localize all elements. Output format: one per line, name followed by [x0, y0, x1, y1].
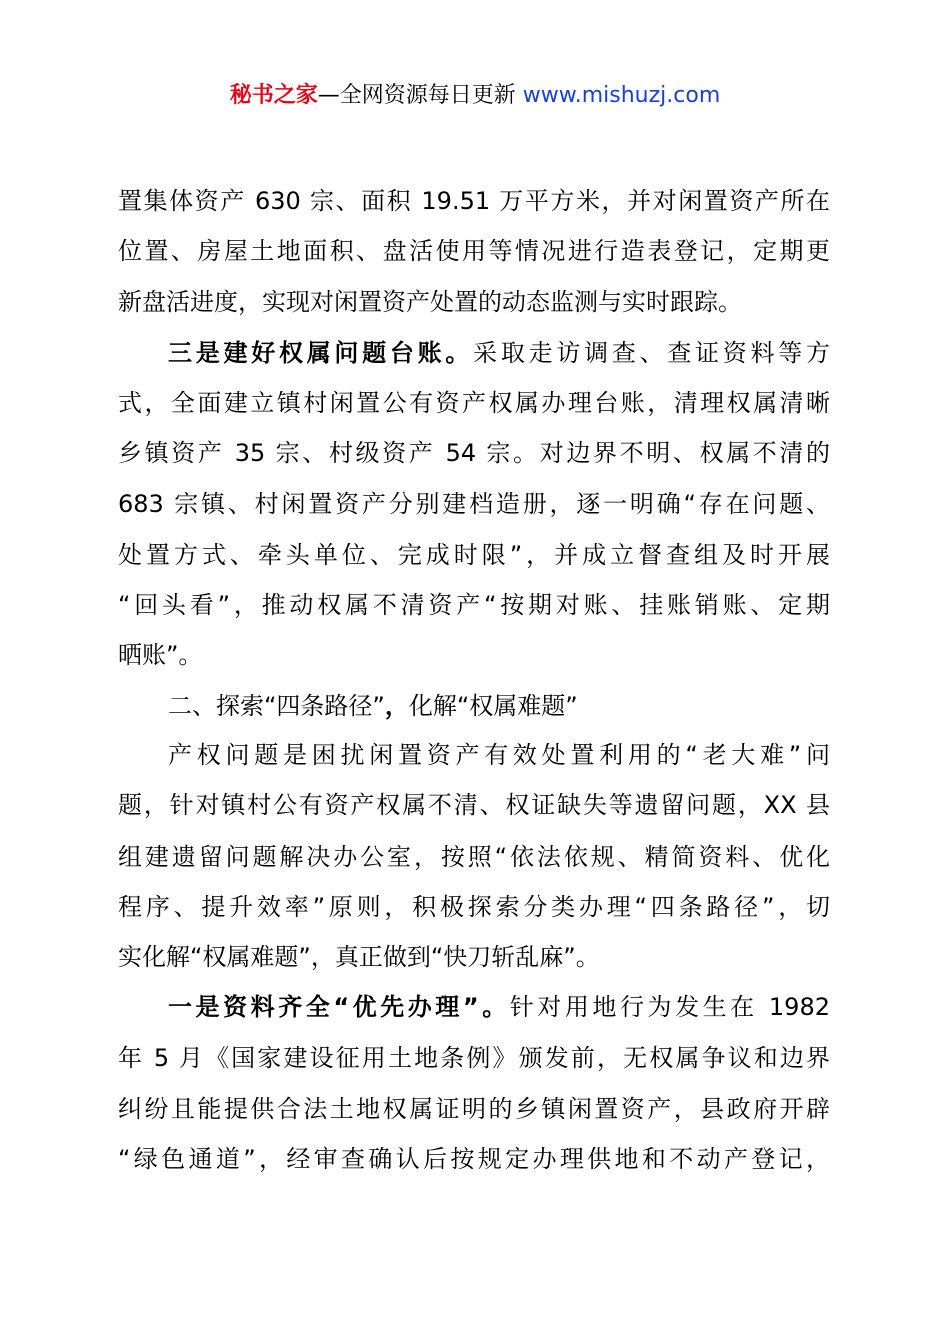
paragraph-line: 置集体资产 630 宗、面积 19.51 万平方米，并对闲置资产所在 — [118, 187, 830, 215]
section-heading-part: 化解“权属难题” — [408, 692, 578, 720]
section-heading-part: ， — [384, 692, 409, 720]
paragraph-text: 采取走访调查、查证资料等方 — [473, 339, 831, 367]
site-url[interactable]: www.mishuzj.com — [522, 83, 721, 108]
paragraph-line: 年 5 月《国家建设征用土地条例》颁发前，无权属争议和边界 — [118, 1044, 830, 1072]
paragraph-heading: 一是资料齐全“优先办理”。 — [168, 993, 510, 1021]
paragraph-first-line — [168, 990, 830, 1024]
paragraph-line: 式，全面建立镇村闲置公有资产权属办理台账，清理权属清晰 — [118, 389, 830, 417]
paragraph-line: 组建遗留问题解决办公室，按照“依法依规、精简资料、优化 — [118, 843, 830, 871]
paragraph-line: “绿色通道”，经审查确认后按规定办理供地和不动产登记， — [118, 1145, 830, 1173]
section-heading — [168, 689, 830, 723]
paragraph-heading: 三是建好权属问题台账。 — [168, 339, 474, 367]
paragraph-line: 位置、房屋土地面积、盘活使用等情况进行造表登记，定期更 — [118, 237, 830, 265]
paragraph-line: 题，针对镇村公有资产权属不清、权证缺失等遗留问题，XX 县 — [118, 791, 830, 819]
paragraph-line: 处置方式、牵头单位、完成时限”，并成立督查组及时开展 — [118, 541, 830, 569]
paragraph-text: 针对用地行为发生在 1982 — [509, 993, 830, 1021]
paragraph-first-line — [168, 336, 830, 370]
paragraph-line: 纠纷且能提供合法土地权属证明的乡镇闲置资产，县政府开辟 — [118, 1095, 830, 1123]
paragraph-line: 新盘活进度，实现对闲置资产处置的动态监测与实时跟踪。 — [118, 288, 742, 316]
paragraph-line: 683 宗镇、村闲置资产分别建档造册，逐一明确“存在问题、 — [118, 490, 830, 518]
brand-name: 秘书之家 — [229, 83, 318, 108]
paragraph-line: 乡镇资产 35 宗、村级资产 54 宗。对边界不明、权属不清的 — [118, 439, 830, 467]
section-heading-part: 二、探索“四条路径” — [168, 692, 385, 720]
paragraph-line: 程序、提升效率”原则，积极探索分类办理“四条路径”，切 — [118, 893, 830, 921]
paragraph-line: 实化解“权属难题”，真正做到“快刀斩乱麻”。 — [118, 943, 600, 971]
paragraph-line: “回头看”，推动权属不清资产“按期对账、挂账销账、定期 — [118, 591, 830, 619]
paragraph-first-line: 产权问题是困扰闲置资产有效处置利用的“老大难”问 — [168, 741, 830, 769]
paragraph-line: 晒账”。 — [118, 641, 203, 669]
header-tagline: —全网资源每日更新 — [317, 83, 516, 108]
page-header — [0, 80, 950, 112]
